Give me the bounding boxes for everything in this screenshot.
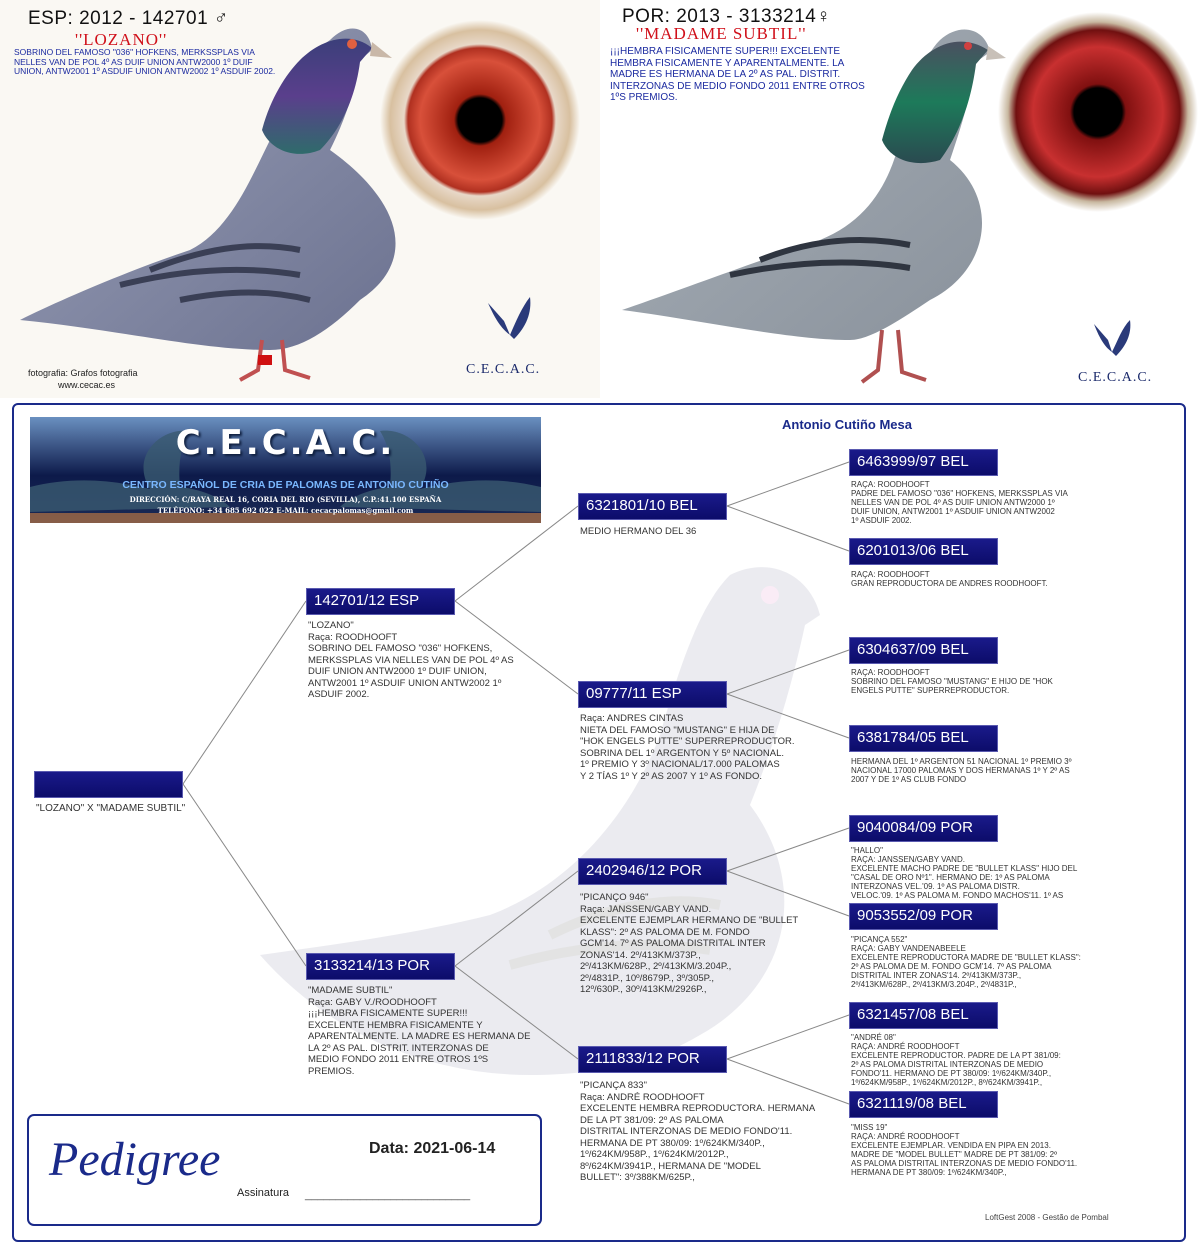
great-grandparent-1-notes: RAÇA: ROODHOOFT PADRE DEL FAMOSO "036" HOFKENS, MERKSSPLAS VIA NELLES VAN DE POL 4º AS DUIF UNION ANTW2000 1º DUIF UNION, ANTW2001 1º ASDUIF UNION ANTW2002 1º ASDUIF 2002. [851,480,1068,525]
great-grandparent-3-ring: 6304637/09 BEL [849,637,998,664]
great-grandparent-5-notes: "HALLO" RAÇA: JANSSEN/GABY VAND. EXCELENTE MACHO PADRE DE "BULLET KLASS" HIJO DEL "CASAL DE ORO Nº1". HERMANO DE: 1º AS PALOMA INTERZONAS VEL.'09. 1º AS PALOMA DISTR. VELOC.'09. 1º AS PALOMA M. FONDO MACHOS'11. 1º AS [851,846,1078,900]
banner-subtitle: CENTRO ESPAÑOL DE CRIA DE PALOMAS DE ANTONIO CUTIÑO [122,479,449,491]
great-grandparent-3-notes: RAÇA: ROODHOOFT SOBRINO DEL FAMOSO "MUSTANG" E HIJO DE "HOK ENGELS PUTTE" SUPERREPRODUCTOR. [851,668,1053,695]
grandparent-1-ring: 6321801/10 BEL [578,493,727,520]
male-name: ''LOZANO'' [75,30,168,49]
female-description: ¡¡¡HEMBRA FISICAMENTE SUPER!!! EXCELENTE HEMBRA FISICAMENTE Y APARENTALMENTE. LA MADRE ES HERMANA DE LA 2º AS PAL. DISTRIT. INTERZONAS DE MEDIO FONDO 2011 ENTRE OTROS 1ºS PREMIOS. [610,46,865,103]
male-ring-number: ESP: 2012 - 142701 ♂ [28,8,229,29]
grandparent-2-ring: 09777/11 ESP [578,681,727,708]
great-grandparent-7-ring: 6321457/08 BEL [849,1002,998,1029]
male-description: SOBRINO DEL FAMOSO "036" HOFKENS, MERKSSPLAS VIA NELLES VAN DE POL 4º AS DUIF UNION ANTW2000 1º DUIF UNION, ANTW2001 1º ASDUIF UNION ANTW2002 1º ASDUIF 2002. [14,47,276,76]
pedigree-label: Pedigree [49,1133,221,1186]
parent-dam-notes: "MADAME SUBTIL" Raça: GABY V./ROODHOOFT ¡¡¡HEMBRA FISICAMENTE SUPER!!! EXCELENTE HEMBRA FISICAMENTE Y APARENTALMENTE. LA MADRE ES HERMANA DE LA 2º AS PAL. DISTRIT. INTERZONAS DE MEDIO FONDO 2011 ENTRE OTROS 1ºS PREMIOS. [308,985,531,1077]
great-grandparent-4-notes: HERMANA DEL 1º ARGENTON 51 NACIONAL 1º PREMIO 3º NACIONAL 17000 PALOMAS Y DOS HERMANAS 1º Y 2º AS 2007 Y DE 1º AS CLUB FONDO [851,757,1072,784]
subject-caption: "LOZANO" X "MADAME SUBTIL" [36,803,186,814]
great-grandparent-8-notes: "MISS 19" RAÇA: ANDRÉ ROODHOOFT EXCELENTE EJEMPLAR. VENDIDA EN PIPA EN 2013. MADRE DE "MODEL BULLET" MADRE DE PT 381/09: 2º AS PALOMA DISTRITAL INTERZONAS DE MEDIO FONDO'11. HERMANA DE PT 380/09: 1º/624KM/340P., [851,1123,1078,1177]
subject-ring-box [34,771,183,798]
grandparent-4-notes: "PICANÇA 833" Raça: ANDRÉ ROODHOOFT EXCELENTE HEMBRA REPRODUCTORA. HERMANA DE LA PT 381/09: 2º AS PALOMA DISTRITAL INTERZONAS DE MEDIO FONDO'11. HERMANA DE PT 380/09: 1º/624KM/340P., 1º/624KM/958P., 1º/624KM/2012P., 8º/624KM/3941P., HERMANA DE "MODEL BULLET": 3º/388KM/625P., [580,1080,816,1183]
date-label: Data: 2021-06-14 [369,1140,496,1157]
great-grandparent-1-ring: 6463999/97 BEL [849,449,998,476]
grandparent-3-notes: "PICANÇO 946" Raça: JANSSEN/GABY VAND. EXCELENTE EJEMPLAR HERMANO DE "BULLET KLASS": 2º AS PALOMA DE M. FONDO GCM'14. 7º AS PALOMA DISTRITAL INTER ZONAS'14. 2º/413KM/373P., 2º/413KM/628P., 2º/413KM/3.204P., 2º/4831P., 10º/8679P., 3º/305P., 12º/630P., 30º/413KM/2926P., [580,892,799,995]
website-text: www.cecac.es [58,380,116,390]
grandparent-1-notes: MEDIO HERMANO DEL 36 [580,526,697,537]
great-grandparent-6-notes: "PICANÇA 552" RAÇA: GABY VANDENABEELE EXCELENTE REPRODUCTORA MADRE DE "BULLET KLASS": 2º AS PALOMA DE M. FONDO GCM'14. 7º AS PALOMA DISTRITAL INTER ZONAS'14. 2º/413KM/373P., 2º/413KM/628P., 2º/413KM/3.204P., 2º/4831P., [851,935,1081,989]
great-grandparent-2-notes: RAÇA: ROODHOOFT GRAN REPRODUCTORA DE ANDRES ROODHOOFT. [851,570,1048,588]
great-grandparent-5-ring: 9040084/09 POR [849,815,998,842]
software-credit: LoftGest 2008 - Gestão de Pombal [985,1213,1109,1222]
grandparent-4-ring: 2111833/12 POR [578,1046,727,1073]
great-grandparent-2-ring: 6201013/06 BEL [849,538,998,565]
banner-address: DIRECCIÓN: C/RAYA REAL 16, CORIA DEL RIO (SEVILLA), C.P.:41.100 ESPAÑA [129,495,442,504]
grandparent-3-ring: 2402946/12 POR [578,858,727,885]
parent-sire-notes: "LOZANO" Raça: ROODHOOFT SOBRINO DEL FAMOSO "036" HOFKENS, MERKSSPLAS VIA NELLES VAN DE POL 4º AS DUIF UNION ANTW2000 1º DUIF UNION, ANTW2001 1º ASDUIF UNION ANTW2002 1º ASDUIF 2002. [308,620,514,700]
signature-line: ___________________________ [305,1189,471,1201]
great-grandparent-7-notes: "ANDRÉ 08" RAÇA: ANDRÉ ROODHOOFT EXCELENTE REPRODUCTOR. PADRE DE LA PT 381/09: 2º AS PALOMA DISTRITAL INTERZONAS DE MEDIO FONDO'11. HERMANO DE PT 380/09: 1º/624KM/340P., 1º/624KM/958P., 1º/624KM/2012P., 8º/624KM/3941P., [851,1033,1061,1087]
signature-label: Assinatura [237,1187,289,1199]
grandparent-2-notes: Raça: ANDRES CINTAS NIETA DEL FAMOSO "MUSTANG" E HIJA DE "HOK ENGELS PUTTE" SUPERREPRODUCTOR. SOBRINA DEL 1º ARGENTON Y 5º NACIONAL. 1º PREMIO Y 3º NACIONAL/17.000 PALOMAS Y 2 TÍAS 1º Y 2º AS 2007 Y 1º AS FONDO. [580,713,795,782]
cecac-logo-text-right: C.E.C.A.C. [1078,370,1153,385]
female-ring-number: POR: 2013 - 3133214♀ [622,6,832,27]
banner-contact: TELÉFONO: +34 685 692 022 E-MAIL: cecacpalomas@gmail.com [157,506,414,515]
great-grandparent-4-ring: 6381784/05 BEL [849,725,998,752]
cecac-logo-text: C.E.C.A.C. [466,362,541,377]
parent-sire-ring: 142701/12 ESP [306,588,455,615]
photo-credit: fotografia: Grafos fotografia [28,368,138,378]
great-grandparent-8-ring: 6321119/08 BEL [849,1091,998,1118]
female-name: ''MADAME SUBTIL'' [636,24,807,43]
great-grandparent-6-ring: 9053552/09 POR [849,903,998,930]
parent-dam-ring: 3133214/13 POR [306,953,455,980]
signature-box [27,1114,542,1226]
banner-title: C.E.C.A.C. [175,423,396,463]
owner-name: Antonio Cutiño Mesa [782,417,912,432]
